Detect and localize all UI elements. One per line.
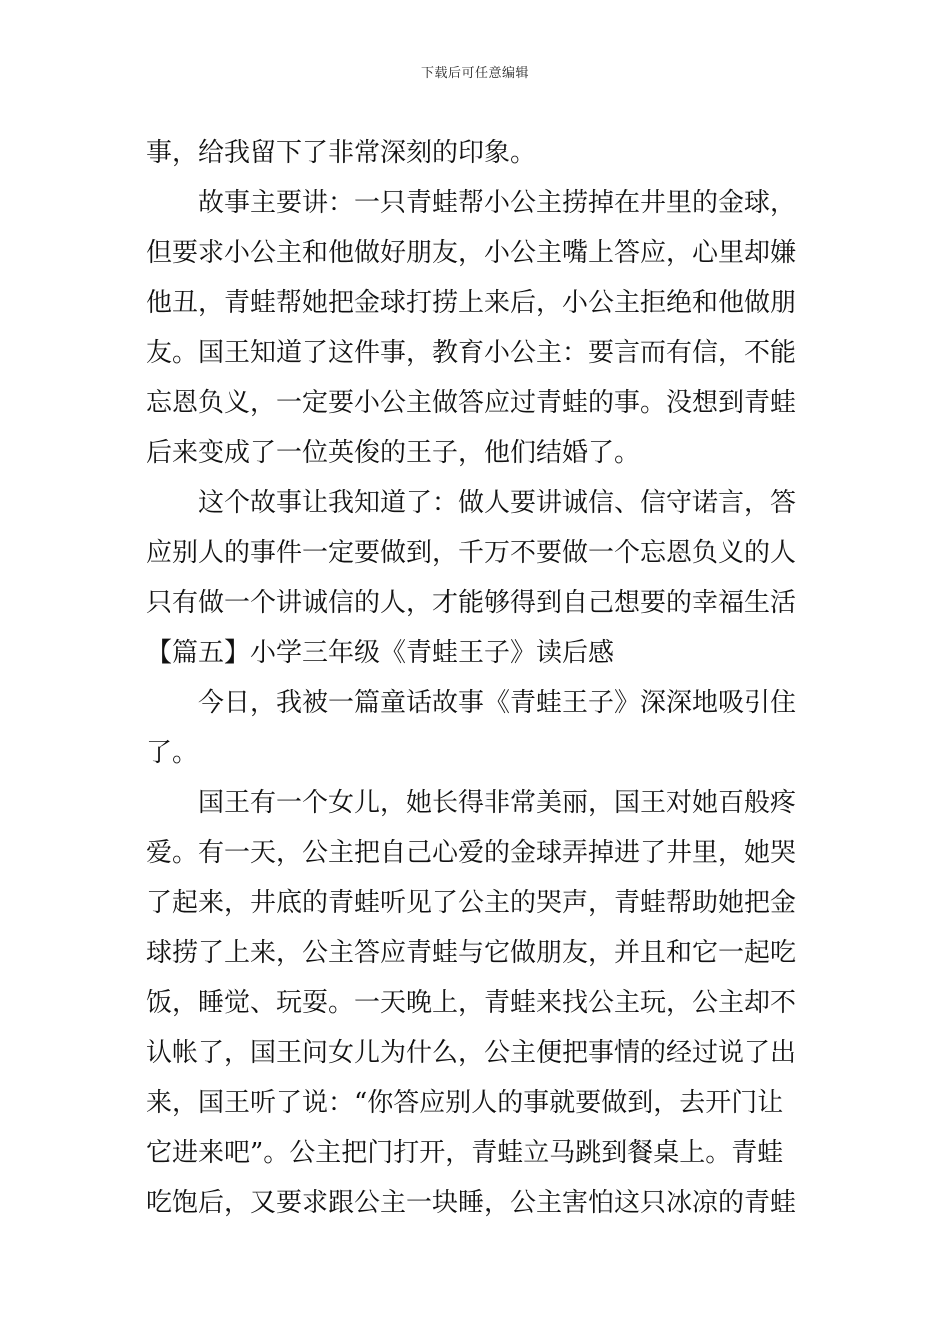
text-line: 但要求小公主和他做好朋友，小公主嘴上答应，心里却嫌 (146, 238, 797, 268)
text-line: 他丑，青蛙帮她把金球打捞上来后，小公主拒绝和他做朋 (146, 288, 797, 318)
text-line: 事，给我留下了非常深刻的印象。 (146, 138, 537, 168)
text-line: 认帐了，国王问女儿为什么，公主便把事情的经过说了出 (146, 1038, 797, 1068)
text-line: 来，国王听了说：“你答应别人的事就要做到，去开门让 (146, 1088, 784, 1118)
page-header-note: 下载后可任意编辑 (420, 66, 529, 81)
text-line: 友。国王知道了这件事，教育小公主：要言而有信，不能 (146, 338, 797, 368)
text-line: 了。 (146, 738, 199, 768)
text-line: 它进来吧”。公主把门打开，青蛙立马跳到餐桌上。青蛙 (146, 1138, 784, 1168)
text-line: 今日，我被一篇童话故事《青蛙王子》深深地吸引住 (198, 688, 797, 718)
text-line: 后来变成了一位英俊的王子，他们结婚了。 (146, 438, 641, 468)
text-line: 忘恩负义，一定要小公主做答应过青蛙的事。没想到青蛙 (146, 388, 797, 418)
text-line: 球捞了上来，公主答应青蛙与它做朋友，并且和它一起吃 (146, 938, 797, 968)
section-heading: 【篇五】小学三年级《青蛙王子》读后感 (146, 638, 615, 668)
text-line: 了起来，井底的青蛙听见了公主的哭声，青蛙帮助她把金 (146, 888, 797, 918)
text-line: 饭，睡觉、玩耍。一天晚上，青蛙来找公主玩，公主却不 (146, 988, 797, 1018)
text-line: 吃饱后，又要求跟公主一块睡，公主害怕这只冰凉的青蛙 (146, 1188, 797, 1218)
text-line: 国王有一个女儿，她长得非常美丽，国王对她百般疼 (198, 788, 797, 818)
text-line: 这个故事让我知道了：做人要讲诚信、信守诺言，答 (198, 488, 797, 518)
document-body (146, 128, 808, 1228)
text-line: 应别人的事件一定要做到，千万不要做一个忘恩负义的人 (146, 538, 797, 568)
text-line: 只有做一个讲诚信的人，才能够得到自己想要的幸福生活 (146, 588, 797, 618)
text-line: 爱。有一天，公主把自己心爱的金球弄掉进了井里，她哭 (146, 838, 797, 868)
text-line: 故事主要讲：一只青蛙帮小公主捞掉在井里的金球， (198, 188, 797, 218)
